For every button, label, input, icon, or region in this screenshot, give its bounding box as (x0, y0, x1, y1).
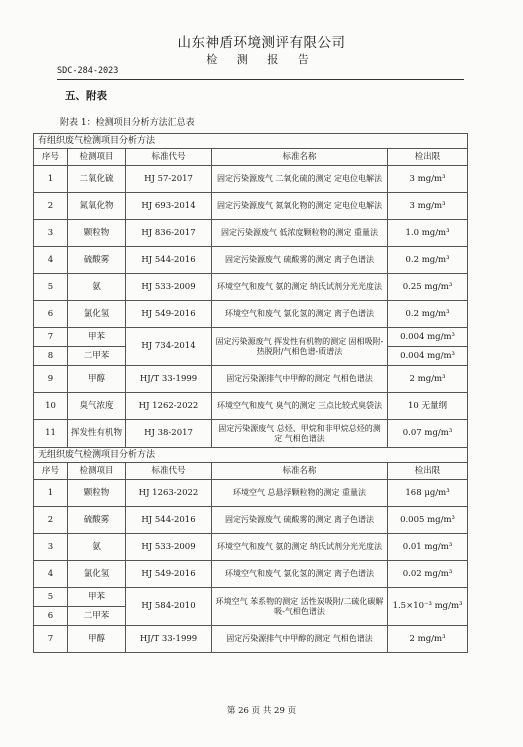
row-no: 3 (34, 534, 68, 561)
row-standard-name: 环境空气和废气 氨的测定 纳氏试剂分光光度法 (212, 274, 388, 301)
report-subtitle: 检 测 报 告 (206, 53, 317, 66)
row-code: HJ 533-2009 (126, 274, 212, 301)
row-standard-name: 固定污染源排气中甲醇的测定 气相色谱法 (212, 626, 388, 653)
company-name: 山东神盾环境测评有限公司 (177, 35, 346, 51)
table-row (34, 561, 468, 588)
row-item: 二甲苯 (68, 347, 126, 366)
row-limit: 10 无量纲 (388, 393, 468, 420)
row-no: 9 (34, 366, 68, 393)
row-standard-name: 固定污染源废气 硫酸雾的测定 离子色谱法 (212, 507, 388, 534)
row-item: 甲醇 (68, 626, 126, 653)
row-no: 5 (34, 274, 68, 301)
col-header-item: 检测项目 (68, 463, 126, 480)
page-number: 第 26 页 共 29 页 (226, 706, 297, 716)
row-no: 11 (34, 420, 68, 448)
col-header-code: 标准代号 (126, 463, 212, 480)
row-no: 4 (34, 247, 68, 274)
row-standard-name: 固定污染源排气中甲醇的测定 气相色谱法 (212, 366, 388, 393)
row-limit: 0.004 mg/m³ (388, 328, 468, 347)
row-item: 挥发性有机物 (68, 420, 126, 448)
row-code: HJ 693-2014 (126, 193, 212, 220)
table-row (34, 166, 468, 193)
row-limit: 0.02 mg/m³ (388, 561, 468, 588)
row-code: HJ 38-2017 (126, 420, 212, 448)
row-limit: 3 mg/m³ (388, 193, 468, 220)
row-item: 甲醇 (68, 366, 126, 393)
row-limit: 2 mg/m³ (388, 366, 468, 393)
row-code: HJ/T 33-1999 (126, 366, 212, 393)
col-header-no: 序号 (34, 463, 68, 480)
row-limit: 0.01 mg/m³ (388, 534, 468, 561)
methods-table (33, 133, 468, 653)
group-title-organized: 有组织废气检测项目分析方法 (34, 134, 468, 149)
row-item: 颗粒物 (68, 220, 126, 247)
table-row (34, 301, 468, 328)
row-item: 甲苯 (68, 588, 126, 607)
row-no: 6 (34, 607, 68, 626)
table-row (34, 328, 468, 347)
row-standard-name: 固定污染源废气 硫酸雾的测定 离子色谱法 (212, 247, 388, 274)
row-limit: 0.005 mg/m³ (388, 507, 468, 534)
row-code: HJ 734-2014 (126, 328, 212, 366)
row-standard-name: 固定污染源废气 挥发性有机物的测定 固相吸附-热脱附/气相色谱-质谱法 (212, 328, 388, 366)
row-limit: 0.2 mg/m³ (388, 247, 468, 274)
col-header-item: 检测项目 (68, 149, 126, 166)
row-limit: 168 μg/m³ (388, 480, 468, 507)
row-standard-name: 固定污染源废气 二氧化硫的测定 定电位电解法 (212, 166, 388, 193)
table-row (34, 420, 468, 448)
row-no: 1 (34, 166, 68, 193)
group-title-unorganized: 无组织废气检测项目分析方法 (34, 448, 468, 463)
col-header-name: 标准名称 (212, 149, 388, 166)
table-row (34, 507, 468, 534)
row-no: 4 (34, 561, 68, 588)
row-code: HJ 1263-2022 (126, 480, 212, 507)
col-header-name: 标准名称 (212, 463, 388, 480)
row-code: HJ 549-2016 (126, 301, 212, 328)
row-no: 8 (34, 347, 68, 366)
row-no: 6 (34, 301, 68, 328)
row-no: 7 (34, 626, 68, 653)
row-item: 氨 (68, 534, 126, 561)
row-limit: 0.004 mg/m³ (388, 347, 468, 366)
header-divider (57, 79, 464, 80)
row-code: HJ 544-2016 (126, 507, 212, 534)
row-limit: 1.0 mg/m³ (388, 220, 468, 247)
row-item: 氨 (68, 274, 126, 301)
row-standard-name: 固定污染源废气 氮氧化物的测定 定电位电解法 (212, 193, 388, 220)
table-row (34, 193, 468, 220)
table-row (34, 247, 468, 274)
row-no: 2 (34, 193, 68, 220)
table-row (34, 480, 468, 507)
row-limit: 0.07 mg/m³ (388, 420, 468, 448)
row-limit: 3 mg/m³ (388, 166, 468, 193)
row-code: HJ 1262-2022 (126, 393, 212, 420)
row-limit: 0.2 mg/m³ (388, 301, 468, 328)
row-code: HJ 836-2017 (126, 220, 212, 247)
row-no: 2 (34, 507, 68, 534)
row-no: 1 (34, 480, 68, 507)
row-standard-name: 固定污染源废气 总烃、甲烷和非甲烷总烃的测定 气相色谱法 (212, 420, 388, 448)
table-row (34, 366, 468, 393)
row-standard-name: 环境空气和废气 氯化氢的测定 离子色谱法 (212, 301, 388, 328)
row-code: HJ 57-2017 (126, 166, 212, 193)
table-row (34, 588, 468, 607)
row-no: 3 (34, 220, 68, 247)
row-item: 颗粒物 (68, 480, 126, 507)
col-header-no: 序号 (34, 149, 68, 166)
row-item: 臭气浓度 (68, 393, 126, 420)
row-code: HJ 549-2016 (126, 561, 212, 588)
row-item: 二氧化硫 (68, 166, 126, 193)
row-no: 7 (34, 328, 68, 347)
row-item: 二甲苯 (68, 607, 126, 626)
table-row (34, 626, 468, 653)
col-header-code: 标准代号 (126, 149, 212, 166)
table-row (34, 393, 468, 420)
table-row (34, 534, 468, 561)
row-standard-name: 环境空气 总悬浮颗粒物的测定 重量法 (212, 480, 388, 507)
row-standard-name: 环境空气和废气 臭气的测定 三点比较式臭袋法 (212, 393, 388, 420)
section-title: 五、附表 (65, 90, 107, 102)
row-standard-name: 环境空气和废气 氯化氢的测定 离子色谱法 (212, 561, 388, 588)
row-item: 氮氧化物 (68, 193, 126, 220)
row-item: 氯化氢 (68, 561, 126, 588)
row-code: HJ 533-2009 (126, 534, 212, 561)
row-no: 5 (34, 588, 68, 607)
row-code: HJ 584-2010 (126, 588, 212, 626)
col-header-limit: 检出限 (388, 149, 468, 166)
row-no: 10 (34, 393, 68, 420)
table-row (34, 220, 468, 247)
row-standard-name: 环境空气和废气 氨的测定 纳氏试剂分光光度法 (212, 534, 388, 561)
row-code: HJ/T 33-1999 (126, 626, 212, 653)
row-standard-name: 环境空气 苯系物的测定 活性炭吸附/二硫化碳解吸-气相色谱法 (212, 588, 388, 626)
row-limit: 2 mg/m³ (388, 626, 468, 653)
document-number: SDC-284-2023 (57, 66, 119, 76)
row-item: 氯化氢 (68, 301, 126, 328)
row-limit: 0.25 mg/m³ (388, 274, 468, 301)
row-code: HJ 544-2016 (126, 247, 212, 274)
row-item: 硫酸雾 (68, 247, 126, 274)
table-row (34, 274, 468, 301)
row-limit: 1.5×10⁻³ mg/m³ (388, 588, 468, 626)
table-caption: 附表 1：检测项目分析方法汇总表 (60, 118, 195, 128)
row-item: 甲苯 (68, 328, 126, 347)
row-item: 硫酸雾 (68, 507, 126, 534)
col-header-limit: 检出限 (388, 463, 468, 480)
row-standard-name: 固定污染源废气 低浓度颗粒物的测定 重量法 (212, 220, 388, 247)
